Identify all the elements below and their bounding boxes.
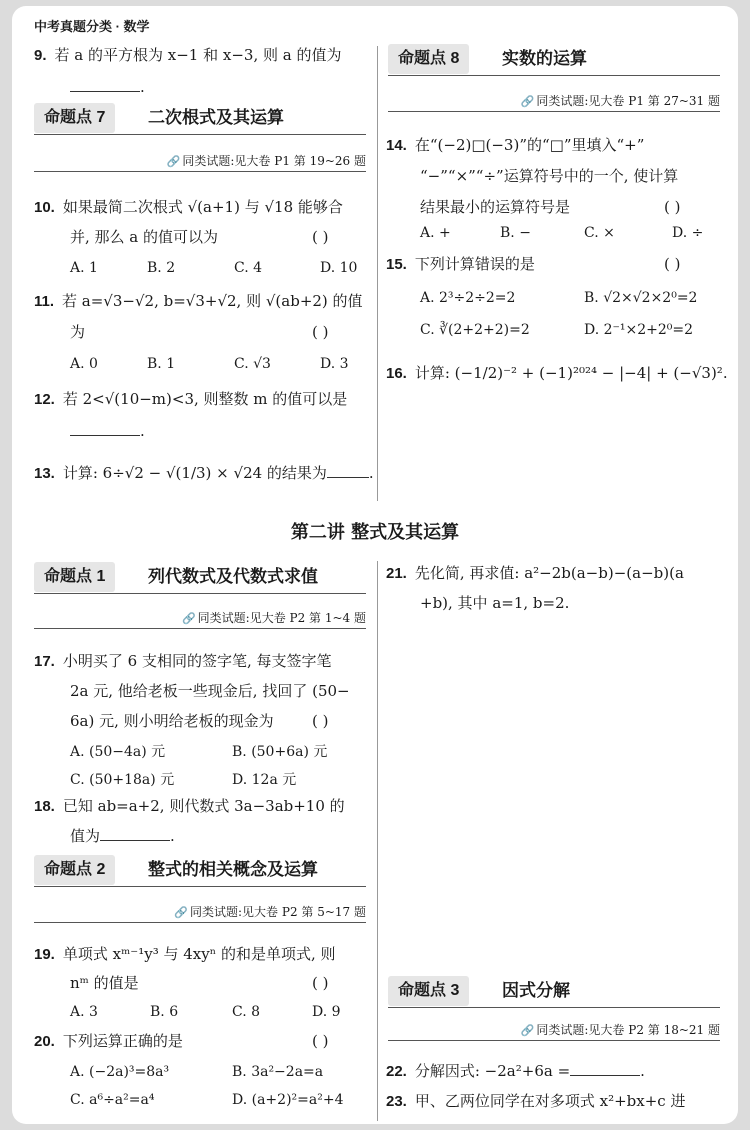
option-d[interactable]: D. 2⁻¹×2+2⁰=2 xyxy=(584,322,694,338)
answer-paren[interactable]: ( ) xyxy=(312,712,329,730)
question-19-line2: nᵐ 的值是 xyxy=(70,974,139,992)
option-c[interactable]: C. a⁶÷a²=a⁴ xyxy=(70,1092,155,1108)
question-14: 14. 在“(−2)□(−3)”的“□”里填入“+” xyxy=(386,136,645,154)
answer-blank[interactable] xyxy=(100,840,170,841)
link-icon: 🔗 xyxy=(181,612,196,625)
option-d[interactable]: D. ÷ xyxy=(672,225,704,241)
column-divider-top xyxy=(377,46,378,501)
option-d[interactable]: D. (a+2)²=a²+4 xyxy=(232,1092,344,1108)
section-7-ref: 🔗 同类试题:见大卷 P1 第 19~26 题 xyxy=(34,152,366,172)
answer-blank[interactable] xyxy=(70,91,140,92)
option-a[interactable]: A. 1 xyxy=(70,260,98,276)
option-c[interactable]: C. ∛(2+2+2)=2 xyxy=(420,322,530,338)
answer-area[interactable] xyxy=(388,626,720,966)
option-d[interactable]: D. 12a 元 xyxy=(232,772,297,788)
answer-paren[interactable]: ( ) xyxy=(664,255,681,273)
option-b[interactable]: B. √2×√2×2⁰=2 xyxy=(584,290,698,306)
section-8-ref: 🔗 同类试题:见大卷 P1 第 27~31 题 xyxy=(388,92,720,112)
option-b[interactable]: B. 2 xyxy=(147,260,176,276)
section-3-ref: 🔗 同类试题:见大卷 P2 第 18~21 题 xyxy=(388,1021,720,1041)
answer-paren[interactable]: ( ) xyxy=(312,1032,329,1050)
option-c[interactable]: C. √3 xyxy=(234,356,271,372)
option-a[interactable]: A. (50−4a) 元 xyxy=(70,744,166,760)
answer-paren[interactable]: ( ) xyxy=(312,974,329,992)
question-17: 17. 小明买了 6 支相同的签字笔, 每支签字笔 xyxy=(34,652,332,670)
question-16: 16. 计算: (−1/2)⁻² + (−1)²⁰²⁴ − |−4| + (−√3)². xyxy=(386,364,728,382)
answer-blank[interactable] xyxy=(327,477,369,478)
page xyxy=(12,6,738,1124)
option-a[interactable]: A. + xyxy=(420,225,451,241)
link-icon: 🔗 xyxy=(520,1024,535,1037)
link-icon: 🔗 xyxy=(166,155,181,168)
question-21-line2: +b), 其中 a=1, b=2. xyxy=(420,594,570,612)
question-18: 18. 已知 ab=a+2, 则代数式 3a−3ab+10 的 xyxy=(34,797,345,815)
question-10: 10. 如果最简二次根式 √(a+1) 与 √18 能够合 xyxy=(34,198,343,216)
section-8: 命题点 8 实数的运算 xyxy=(388,44,720,76)
section-3: 命题点 3 因式分解 xyxy=(388,976,720,1008)
option-c[interactable]: C. (50+18a) 元 xyxy=(70,772,175,788)
section-7: 命题点 7 二次根式及其运算 xyxy=(34,103,366,135)
option-a[interactable]: A. (−2a)³=8a³ xyxy=(70,1064,170,1080)
question-17-line3: 6a) 元, 则小明给老板的现金为 xyxy=(70,712,274,730)
question-9-line2: . xyxy=(70,72,145,102)
option-d[interactable]: D. 3 xyxy=(320,356,349,372)
question-23: 23. 甲、乙两位同学在对多项式 x²+bx+c 进 xyxy=(386,1092,686,1110)
answer-paren[interactable]: ( ) xyxy=(312,228,329,246)
question-19: 19. 单项式 xᵐ⁻¹y³ 与 4xyⁿ 的和是单项式, 则 xyxy=(34,945,336,963)
question-12: 12. 若 2<√(10−m)<3, 则整数 m 的值可以是 xyxy=(34,390,348,408)
section-1-ref: 🔗 同类试题:见大卷 P2 第 1~4 题 xyxy=(34,609,366,629)
option-b[interactable]: B. 6 xyxy=(150,1004,179,1020)
lecture-title: 第二讲 整式及其运算 xyxy=(290,522,460,543)
option-c[interactable]: C. 4 xyxy=(234,260,263,276)
question-14-line2: “−”“×”“÷”运算符号中的一个, 使计算 xyxy=(420,167,679,185)
option-c[interactable]: C. × xyxy=(584,225,615,241)
option-a[interactable]: A. 2³÷2÷2=2 xyxy=(420,290,516,306)
question-20: 20. 下列运算正确的是 xyxy=(34,1032,183,1050)
page-header: 中考真题分类 · 数学 xyxy=(34,19,150,34)
question-14-line3: 结果最小的运算符号是 xyxy=(420,198,571,216)
answer-blank[interactable] xyxy=(570,1075,640,1076)
answer-paren[interactable]: ( ) xyxy=(312,323,329,341)
link-icon: 🔗 xyxy=(520,95,535,108)
option-c[interactable]: C. 8 xyxy=(232,1004,261,1020)
question-13: 13. 计算: 6÷√2 − √(1/3) × √24 的结果为 . xyxy=(34,464,374,482)
link-icon: 🔗 xyxy=(174,906,189,919)
option-b[interactable]: B. 3a²−2a=a xyxy=(232,1064,324,1080)
question-22: 22. 分解因式: −2a²+6a = . xyxy=(386,1062,645,1080)
option-d[interactable]: D. 10 xyxy=(320,260,358,276)
answer-blank[interactable] xyxy=(70,435,140,436)
question-21: 21. 先化简, 再求值: a²−2b(a−b)−(a−b)(a xyxy=(386,564,684,582)
question-11: 11. 若 a=√3−√2, b=√3+√2, 则 √(ab+2) 的值 xyxy=(34,292,363,310)
column-divider-bottom xyxy=(377,561,378,1121)
question-11-line2: 为 xyxy=(70,323,86,341)
answer-paren[interactable]: ( ) xyxy=(664,198,681,216)
option-d[interactable]: D. 9 xyxy=(312,1004,341,1020)
section-1: 命题点 1 列代数式及代数式求值 xyxy=(34,562,366,594)
option-a[interactable]: A. 0 xyxy=(70,356,98,372)
question-9: 9. 若 a 的平方根为 x−1 和 x−3, 则 a 的值为 xyxy=(34,46,342,64)
question-18-line2: 值为 . xyxy=(70,827,175,845)
option-a[interactable]: A. 3 xyxy=(70,1004,98,1020)
question-17-line2: 2a 元, 他给老板一些现金后, 找回了 (50− xyxy=(70,682,350,700)
option-b[interactable]: B. 1 xyxy=(147,356,176,372)
question-10-line2: 并, 那么 a 的值可以为 xyxy=(70,228,219,246)
option-b[interactable]: B. (50+6a) 元 xyxy=(232,744,328,760)
question-15: 15. 下列计算错误的是 xyxy=(386,255,535,273)
option-b[interactable]: B. − xyxy=(500,225,531,241)
section-2: 命题点 2 整式的相关概念及运算 xyxy=(34,855,366,887)
question-12-line2: . xyxy=(70,416,145,446)
section-2-ref: 🔗 同类试题:见大卷 P2 第 5~17 题 xyxy=(34,903,366,923)
